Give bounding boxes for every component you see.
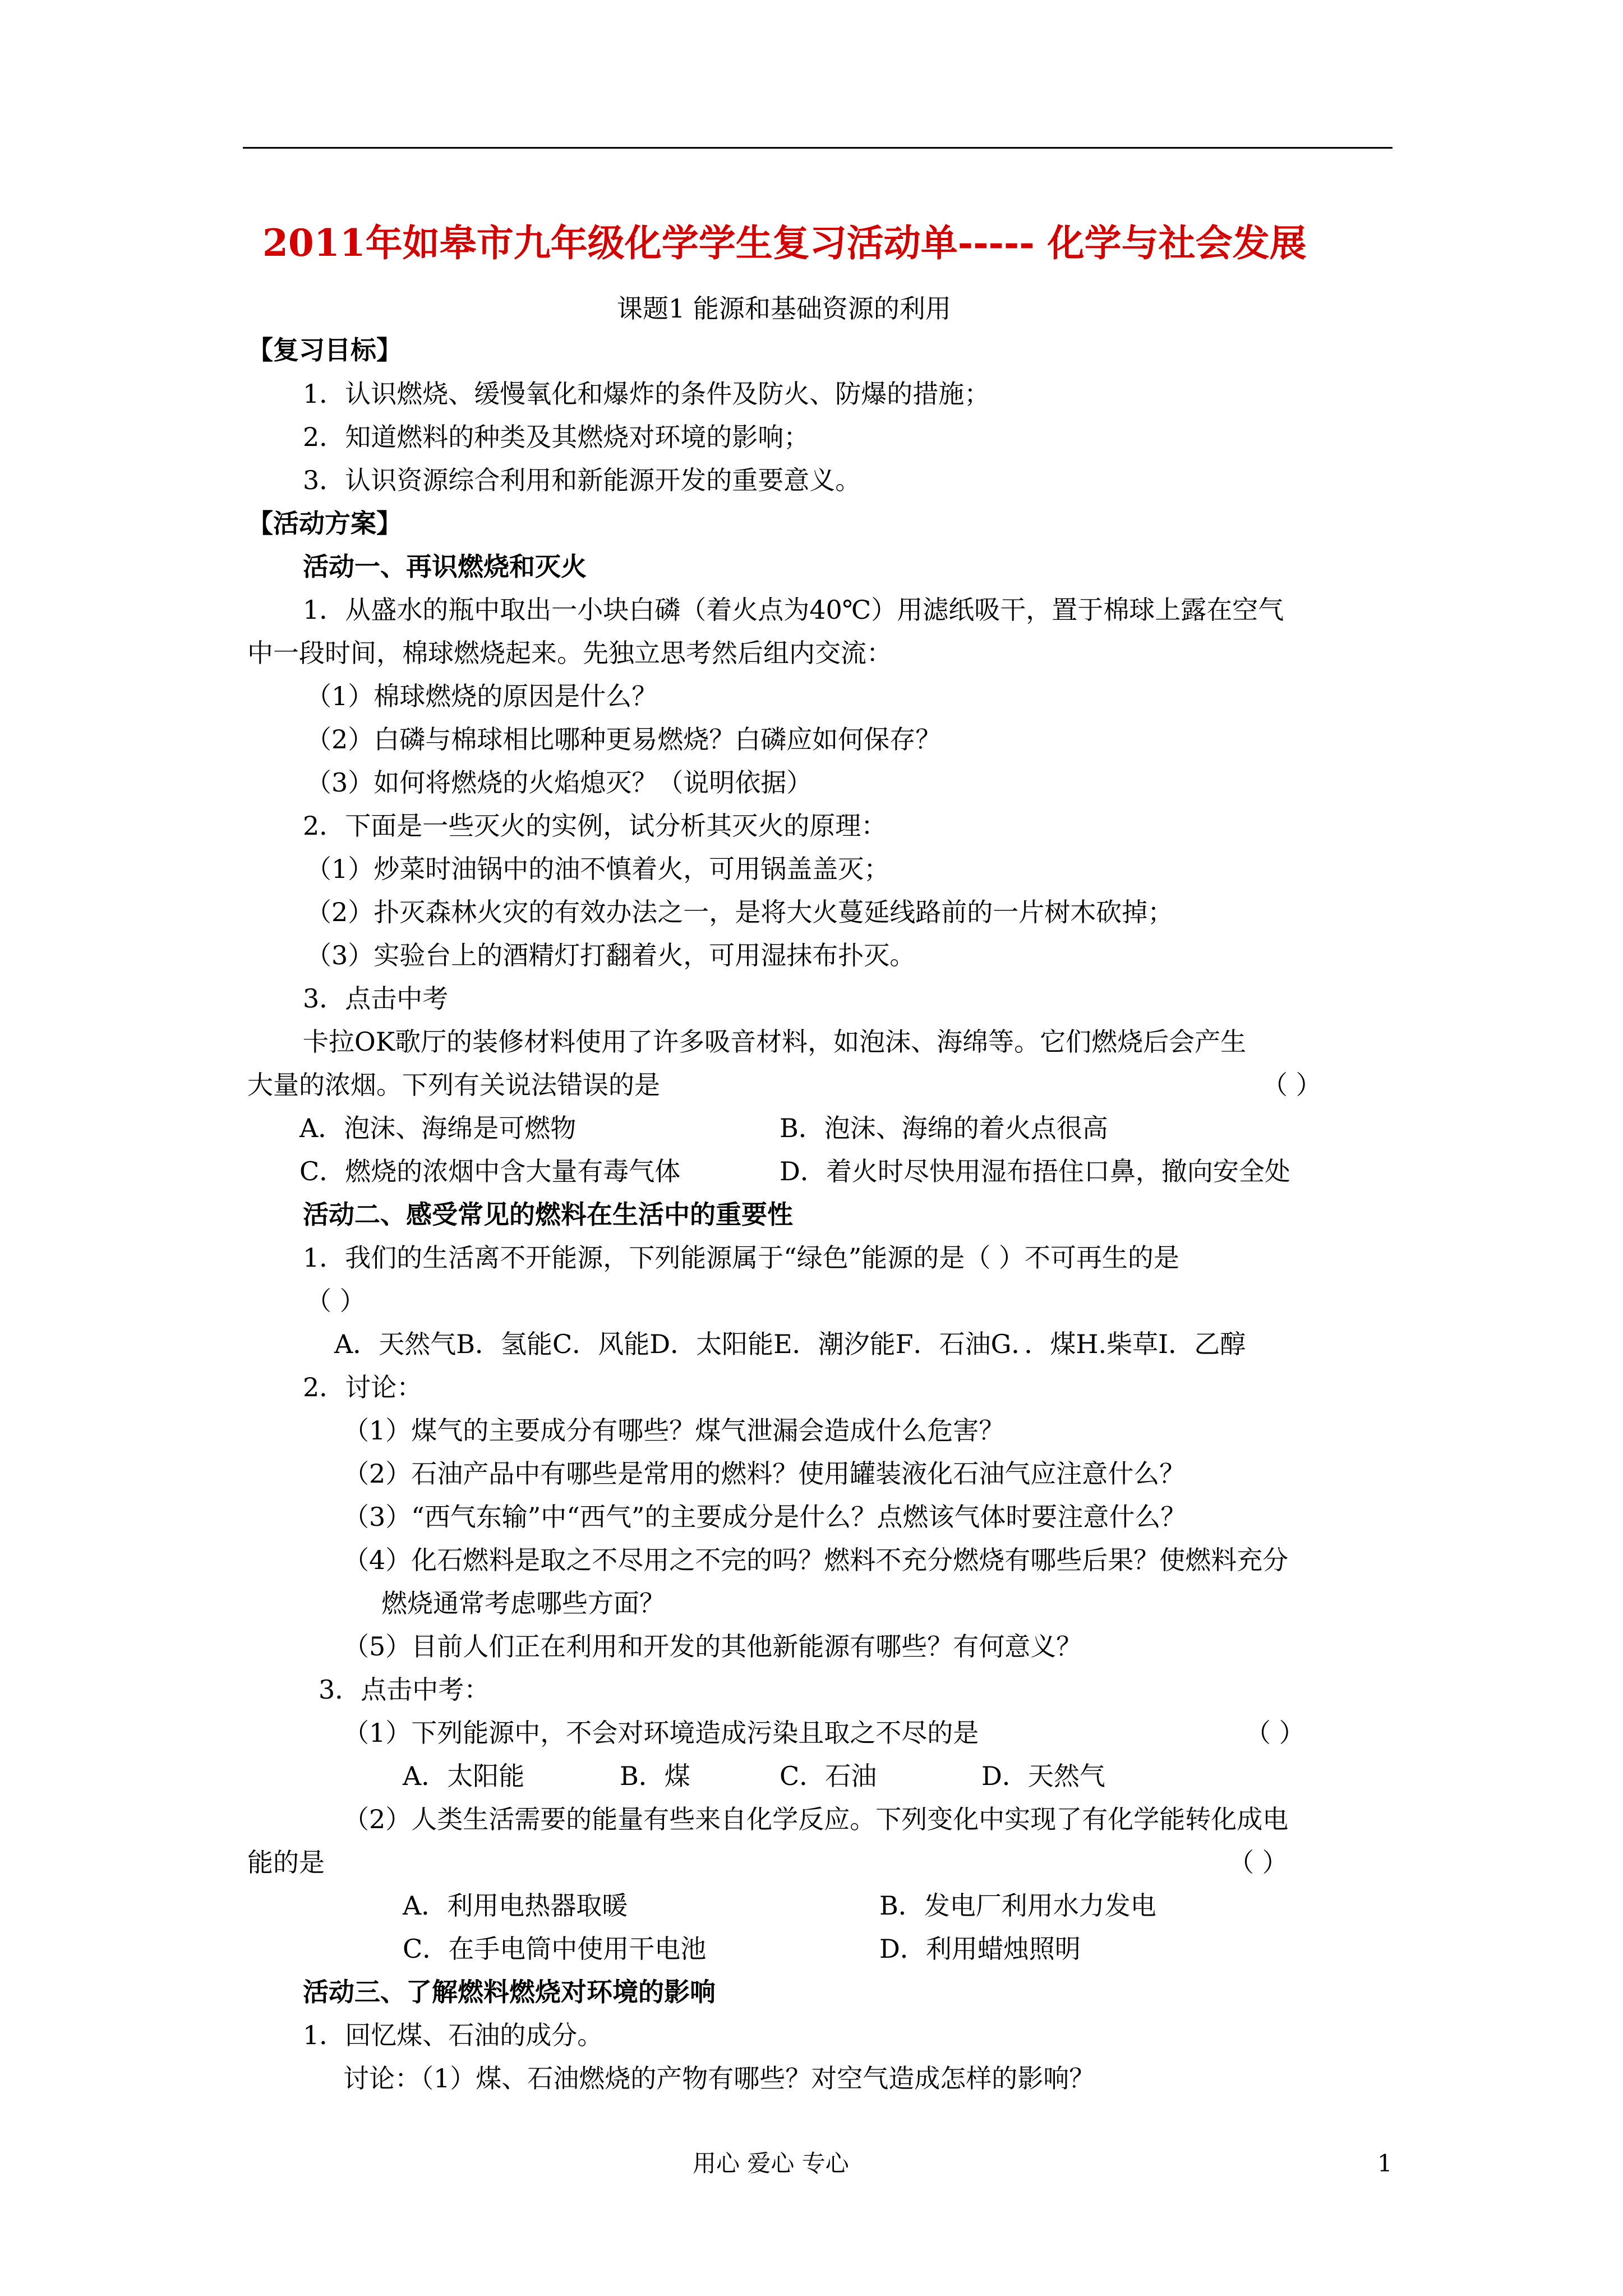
example-item: （3）实验台上的酒精灯打翻着火，可用湿抹布扑灭。 — [306, 940, 916, 970]
activity-heading: 活动一、再识燃烧和灭火 — [303, 551, 587, 582]
option-d: D．利用蜡烛照明 — [879, 1934, 1081, 1964]
example-item: （2）扑灭森林火灾的有效办法之一，是将大火蔓延线路前的一片树木砍掉； — [306, 897, 1174, 927]
text-line: 1．我们的生活离不开能源，下列能源属于“绿色”能源的是（ ）不可再生的是 — [303, 1243, 1179, 1273]
option-c: C．石油 — [780, 1761, 877, 1791]
lesson-subtitle: 课题1 能源和基础资源的利用 — [617, 293, 951, 324]
text-line: 1．回忆煤、石油的成分。 — [303, 2020, 603, 2050]
goal-item: 2．知道燃料的种类及其燃烧对环境的影响； — [303, 422, 810, 452]
option-c: C．燃烧的浓烟中含大量有毒气体 — [299, 1156, 681, 1186]
option-a: A．泡沫、海绵是可燃物 — [299, 1113, 577, 1143]
question-item: （1）棉球燃烧的原因是什么？ — [306, 681, 658, 711]
goal-item: 3．认识资源综合利用和新能源开发的重要意义。 — [303, 465, 861, 495]
text-line: 讨论：（1）煤、石油燃烧的产物有哪些？对空气造成怎样的影响？ — [343, 2063, 1095, 2093]
question-item: （5）目前人们正在利用和开发的其他新能源有哪些？有何意义？ — [343, 1631, 1082, 1662]
section-heading-goals: 【复习目标】 — [247, 335, 402, 365]
option-b: B．煤 — [620, 1761, 690, 1791]
text-line: 2．下面是一些灭火的实例，试分析其灭火的原理： — [303, 811, 887, 841]
option-d: D．天然气 — [981, 1761, 1105, 1791]
answer-blank: （ ） — [1245, 1718, 1305, 1748]
activity-heading: 活动二、感受常见的燃料在生活中的重要性 — [303, 1199, 793, 1230]
option-b: B．泡沫、海绵的着火点很高 — [780, 1113, 1108, 1143]
question-item: （2）人类生活需要的能量有些来自化学反应。下列变化中实现了有化学能转化成电 — [343, 1804, 1289, 1834]
text-line: 3．点击中考 — [303, 983, 449, 1014]
question-item: （1）下列能源中，不会对环境造成污染且取之不尽的是 — [343, 1718, 979, 1748]
text-line: 能的是 — [247, 1847, 325, 1878]
answer-blank: （ ） — [306, 1286, 366, 1316]
question-item: （2）石油产品中有哪些是常用的燃料？使用罐装液化石油气应注意什么？ — [343, 1458, 1186, 1489]
text-line: 3．点击中考： — [319, 1674, 490, 1705]
text-line: 中一段时间，棉球燃烧起来。先独立思考然后组内交流： — [247, 638, 892, 668]
answer-blank: （ ） — [1262, 1070, 1322, 1100]
option-d: D．着火时尽快用湿布捂住口鼻，撤向安全处 — [780, 1156, 1290, 1186]
option-a: A．利用电热器取暖 — [403, 1890, 628, 1921]
text-line: 2．讨论： — [303, 1372, 423, 1402]
page-number: 1 — [1377, 2150, 1393, 2177]
text-line: 1．从盛水的瓶中取出一小块白磷（着火点为40℃）用滤纸吸干，置于棉球上露在空气 — [303, 595, 1284, 625]
text-line: 大量的浓烟。下列有关说法错误的是 — [247, 1070, 660, 1100]
question-item: （4）化石燃料是取之不尽用之不完的吗？燃料不充分燃烧有哪些后果？使燃料充分 — [343, 1545, 1289, 1575]
option-a: A．太阳能 — [403, 1761, 525, 1791]
question-item: （3）“西气东输”中“西气”的主要成分是什么？点燃该气体时要注意什么？ — [343, 1502, 1187, 1532]
footer-motto: 用心 爱心 专心 — [693, 2150, 849, 2177]
document-title: 2011年如皋市九年级化学学生复习活动单----- 化学与社会发展 — [262, 221, 1307, 265]
question-item: （2）白磷与棉球相比哪种更易燃烧？白磷应如何保存？ — [306, 724, 942, 754]
goal-item: 1．认识燃烧、缓慢氧化和爆炸的条件及防火、防爆的措施； — [303, 379, 990, 409]
option-list: A．天然气B．氢能C．风能D．太阳能E．潮汐能F．石油G．．煤H.柴草I．乙醇 — [334, 1329, 1246, 1359]
question-item: （1）煤气的主要成分有哪些？煤气泄漏会造成什么危害？ — [343, 1415, 1005, 1446]
section-heading-plan: 【活动方案】 — [247, 508, 402, 539]
question-item: 燃烧通常考虑哪些方面？ — [381, 1588, 665, 1618]
header-rule — [243, 147, 1393, 149]
text-line: 卡拉OK歌厅的装修材料使用了许多吸音材料，如泡沫、海绵等。它们燃烧后会产生 — [303, 1027, 1247, 1057]
activity-heading: 活动三、了解燃料燃烧对环境的影响 — [303, 1977, 716, 2007]
answer-blank: （ ） — [1228, 1847, 1288, 1878]
option-b: B．发电厂利用水力发电 — [879, 1890, 1156, 1921]
option-c: C．在手电筒中使用干电池 — [403, 1934, 707, 1964]
example-item: （1）炒菜时油锅中的油不慎着火，可用锅盖盖灭； — [306, 854, 890, 884]
question-item: （3）如何将燃烧的火焰熄灭？（说明依据） — [306, 767, 813, 798]
